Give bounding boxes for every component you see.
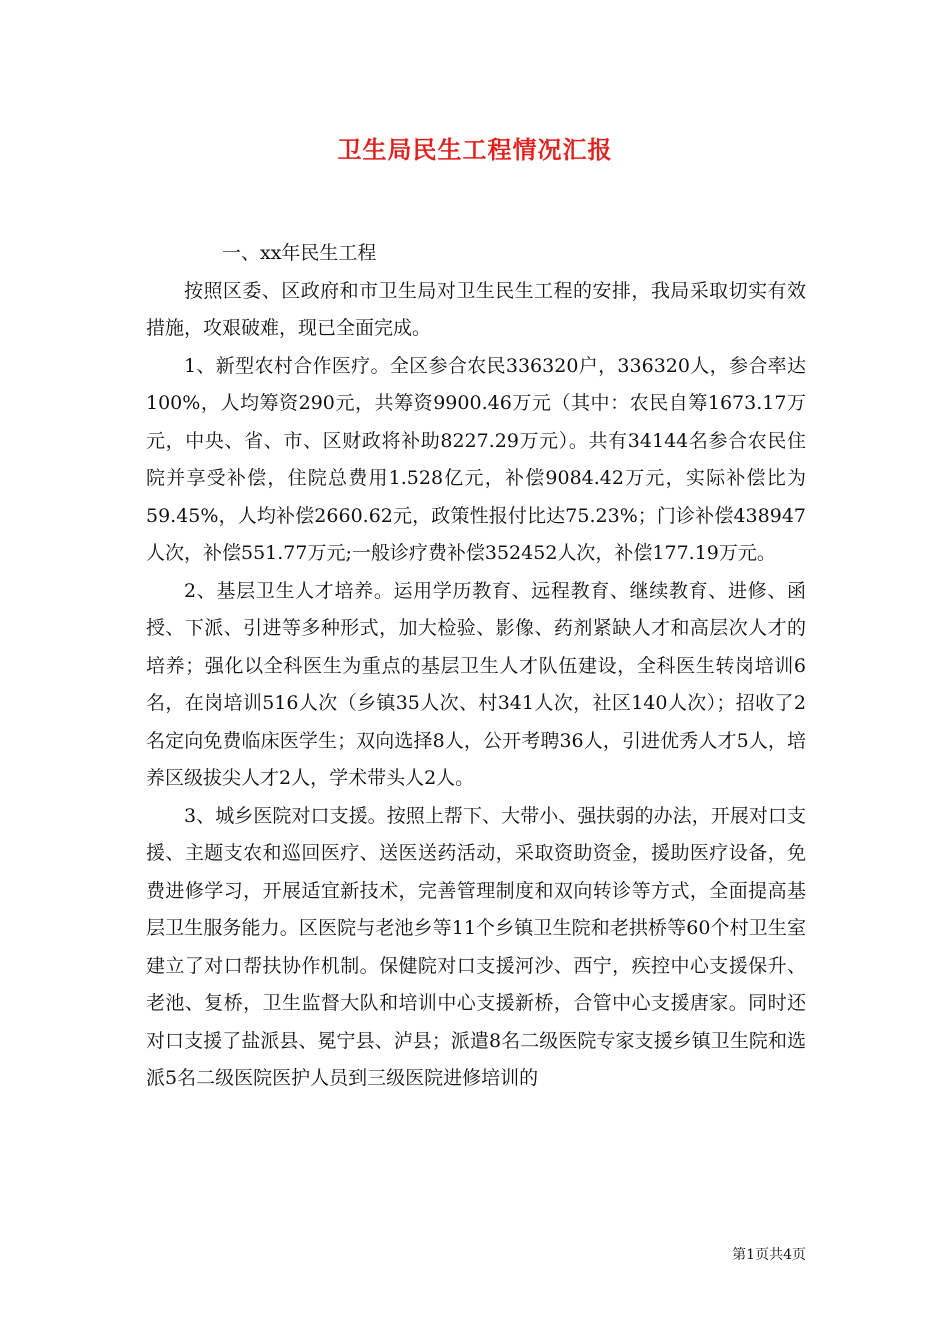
paragraph-talent-training: 2、基层卫生人才培养。运用学历教育、远程教育、继续教育、进修、函授、下派、引进等多种形式，加大检验、影像、药剂紧缺人才和高层次人才的培养；强化以全科医生为重点的基层卫生人才队伍建设，全科医生转岗培训6名，在岗培训516人次（乡镇35人次、村341人次，社区140人次）；招收了2名定向免费临床医学生；双向选择8人，公开考聘36人，引进优秀人才5人，培养区级拔尖人才2人，学术带头人2人。 — [146, 579, 806, 789]
document-body — [146, 235, 806, 1098]
paragraph-rural-cooperative-medical: 1、新型农村合作医疗。全区参合农民336320户，336320人，参合率达100%，人均筹资290元，共筹资9900.46万元（其中：农民自筹1673.17万元，中央、省、市、区财政将补助8227.29万元）。共有34144名参合农民住院并享受补偿，住院总费用1.528亿元，补偿9084.42万元，实际补偿比为59.45%，人均补偿2660.62元，政策性报付比达75.23%；门诊补偿438947人次，补偿551.77万元;一般诊疗费补偿352452人次，补偿177.19万元。 — [146, 354, 806, 564]
paragraph-intro: 按照区委、区政府和市卫生局对卫生民生工程的安排，我局采取切实有效措施，攻艰破难，现已全面完成。 — [146, 279, 806, 339]
section-heading: 一、xx年民生工程 — [222, 242, 377, 264]
document-title: 卫生局民生工程情况汇报 — [337, 135, 613, 164]
paragraph-hospital-support: 3、城乡医院对口支援。按照上帮下、大带小、强扶弱的办法，开展对口支援、主题支农和巡回医疗、送医送药活动，采取资助资金，援助医疗设备，免费进修学习，开展适宜新技术，完善管理制度和双向转诊等方式，全面提高基层卫生服务能力。区医院与老池乡等11个乡镇卫生院和老拱桥等60个村卫生室建立了对口帮扶协作机制。保健院对口支援河沙、西宁，疾控中心支援保升、老池、复桥，卫生监督大队和培训中心支援新桥，合管中心支援唐家。同时还对口支援了盐派县、冕宁县、泸县；派遣8名二级医院专家支援乡镇卫生院和选派5名二级医院医护人员到三级医院进修培训的 — [146, 804, 806, 1089]
page-number-footer: 第1页共4页 — [732, 1247, 806, 1263]
